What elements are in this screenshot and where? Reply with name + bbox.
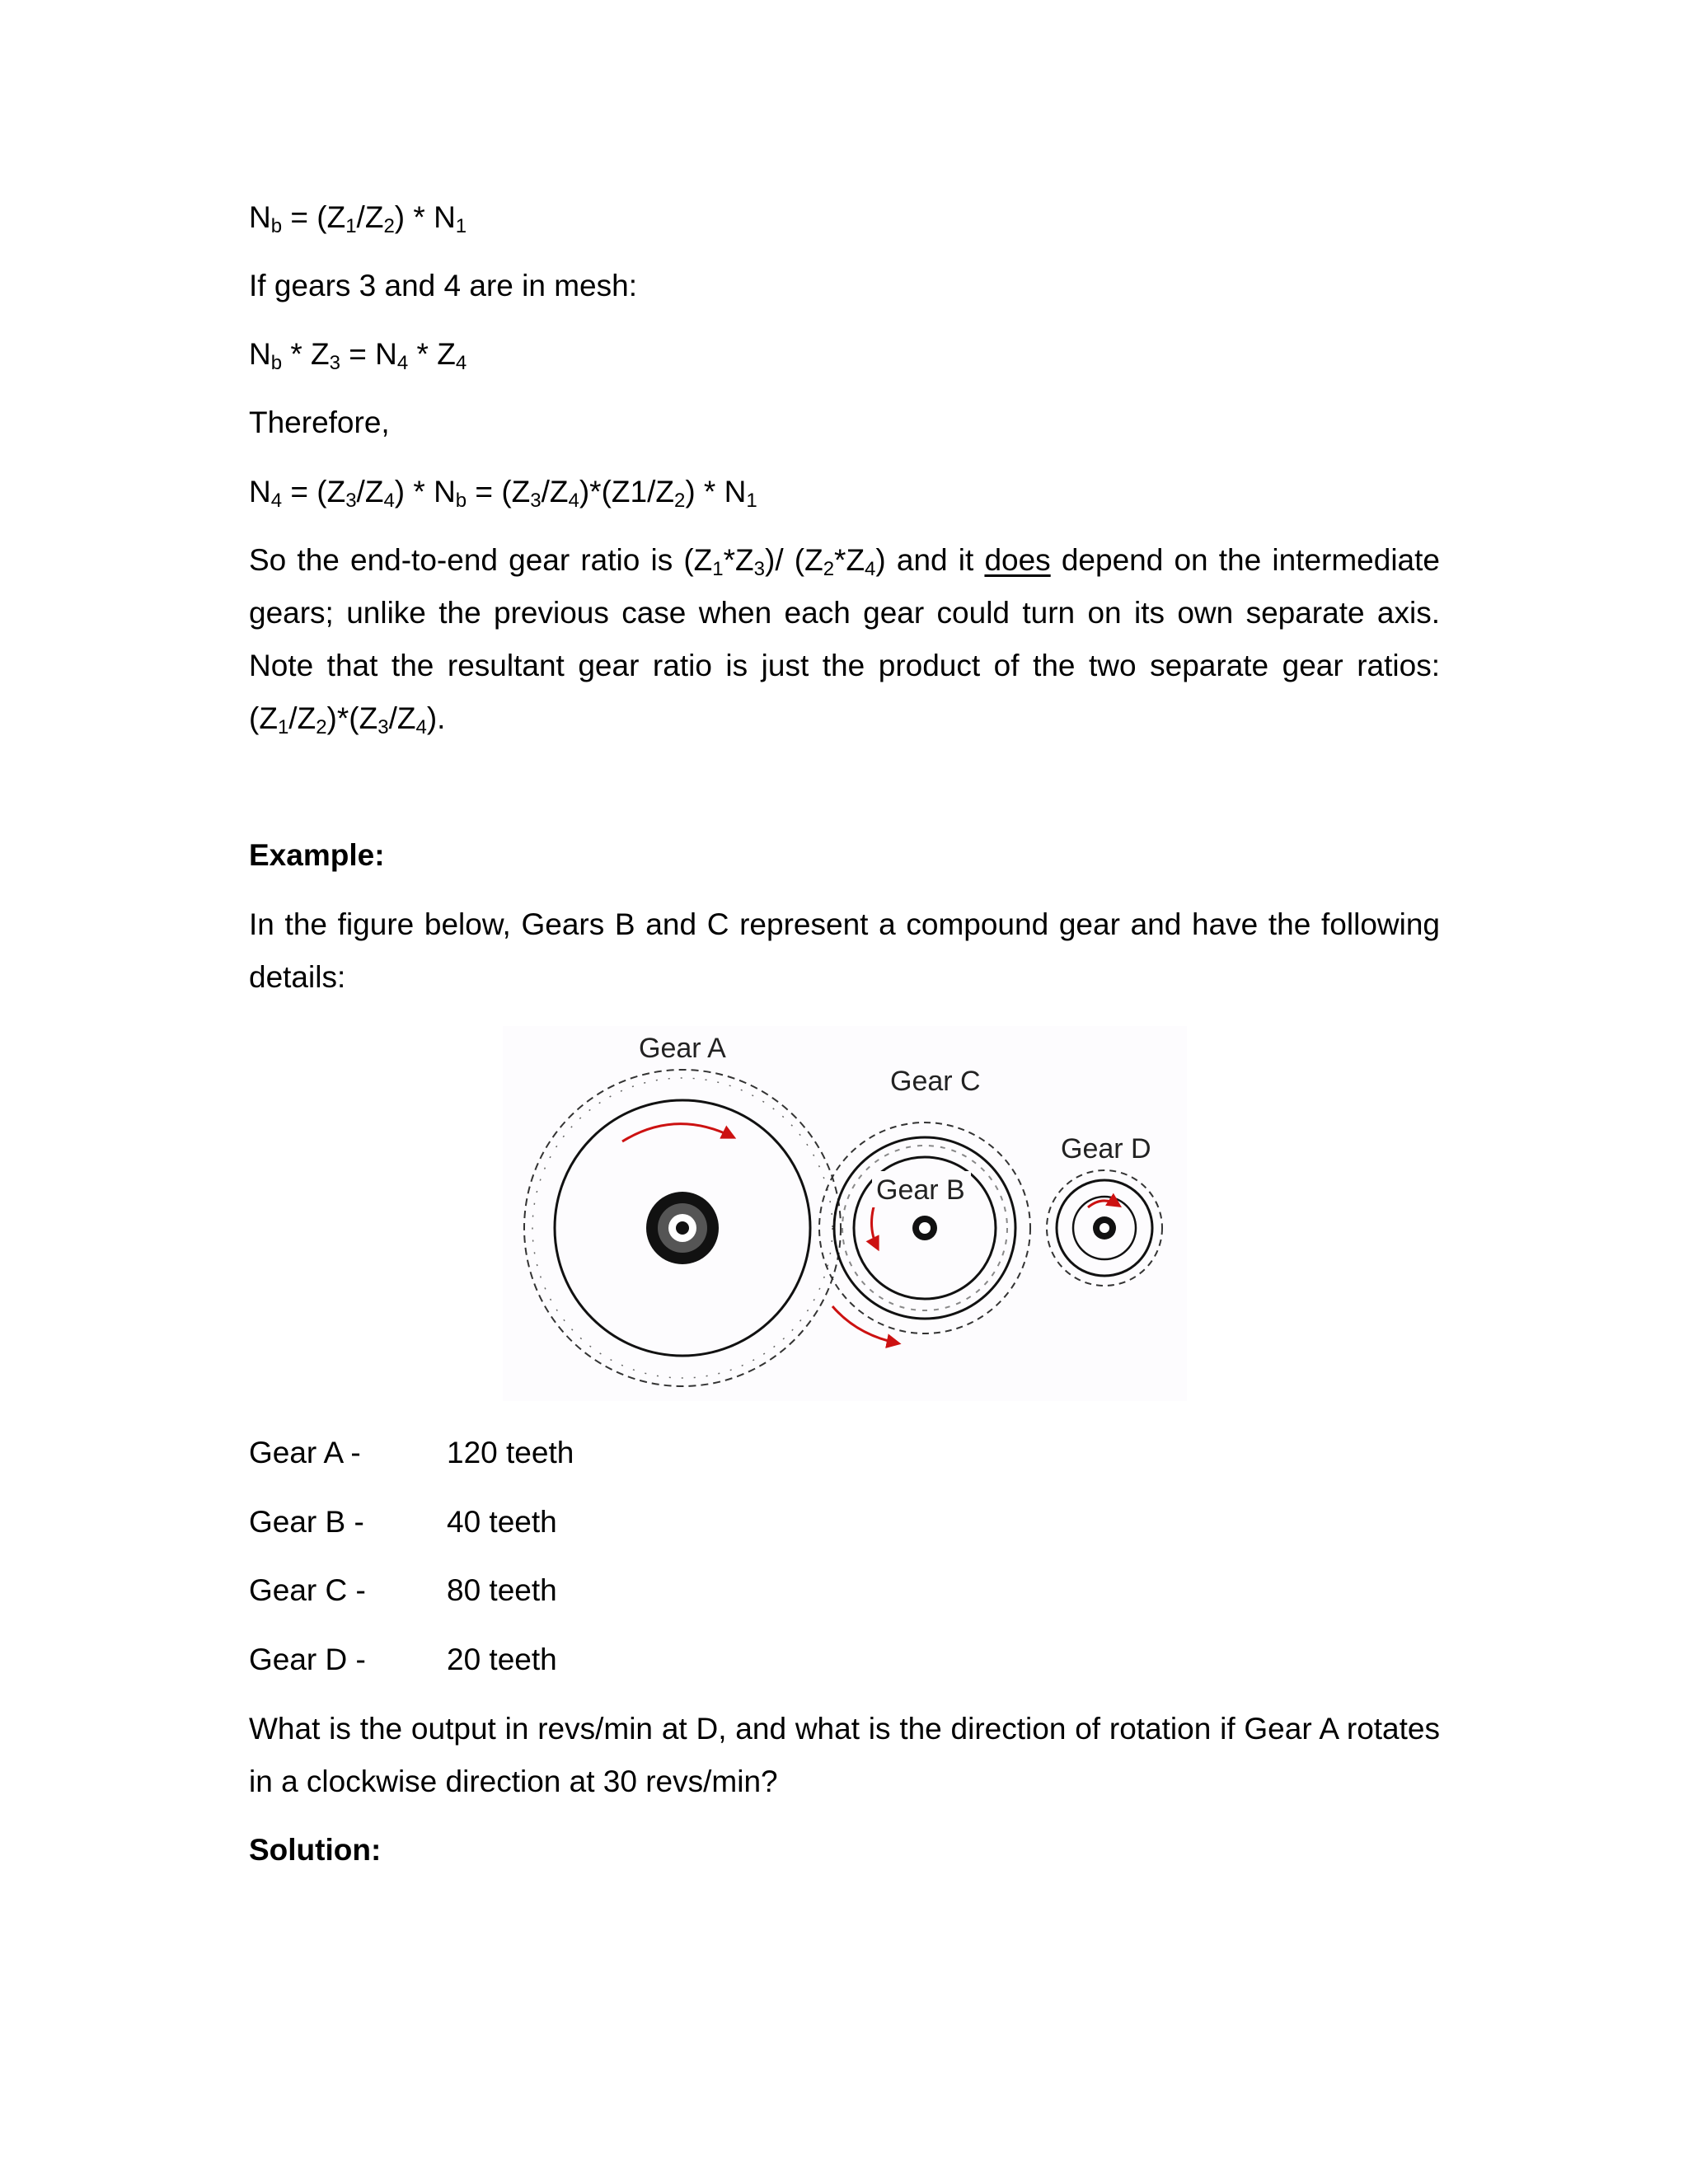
paragraph-line-4: $(Z_1/Z_2)*(Z_3/Z_4)$. — [249, 701, 446, 738]
figure-background — [503, 1026, 1187, 1401]
example-heading: Example: — [249, 838, 385, 872]
therefore-text: Therefore, — [249, 405, 390, 439]
solution-heading: Solution: — [249, 1833, 382, 1867]
equation-n4: $N_4 = (Z_3/Z_4) * N_b = (Z_3/Z_4)*(Z1/Z_2) * N_1$ — [249, 475, 757, 512]
gear-ratio-paragraph — [249, 534, 1440, 745]
question-line-2: in a clockwise direction at 30 revs/min? — [249, 1765, 778, 1798]
gear-b-label: Gear B — [876, 1174, 965, 1206]
example-intro-line-2: details: — [249, 960, 346, 994]
equation-mesh: $N_b * Z_3 = N_4 * Z_4$ — [249, 337, 467, 374]
gear-a-label: Gear A — [639, 1033, 726, 1064]
gear-b-bore — [919, 1222, 931, 1234]
question-line-1: What is the output in revs/min at D, and what is the direction of rotation if Gear A rotates — [249, 1712, 1440, 1746]
gear-list-item: Gear A - 120 teeth — [249, 1436, 574, 1469]
gear-a-axle — [676, 1221, 689, 1235]
mesh-intro: If gears 3 and 4 are in mesh: — [249, 269, 637, 302]
gear-d-label: Gear D — [1061, 1133, 1151, 1165]
paragraph-line-1: So the end-to-end gear ratio is $(Z_1*Z_3)/$ $(Z_2*Z_4)$ and it does depend on the intermediate — [249, 543, 1440, 580]
compound-gear-figure — [503, 1026, 1187, 1401]
gear-c-label: Gear C — [890, 1066, 981, 1097]
gear-list-item: Gear C - 80 teeth — [249, 1573, 557, 1607]
paragraph-line-3: Note that the resultant gear ratio is just the product of the two separate gear ratios: — [249, 649, 1440, 682]
equation-nb: $N_b = (Z_1/Z_2) * N_1$ — [249, 200, 467, 237]
gear-d-bore — [1100, 1223, 1109, 1233]
gear-list-item: Gear D - 20 teeth — [249, 1643, 557, 1676]
example-intro-line-1: In the figure below, Gears B and C represent a compound gear and have the following — [249, 907, 1440, 941]
example-intro — [249, 898, 1440, 1004]
gear-list-item: Gear B - 40 teeth — [249, 1505, 557, 1539]
question-paragraph — [249, 1703, 1440, 1808]
paragraph-line-2: gears; unlike the previous case when each gear could turn on its own separate axis. — [249, 596, 1440, 630]
